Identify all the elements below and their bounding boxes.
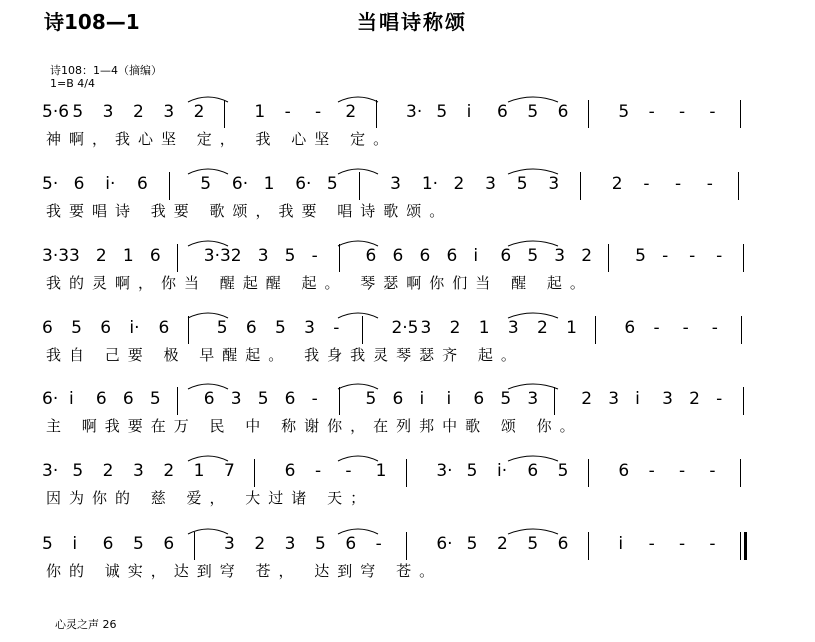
note: 5 [466, 534, 478, 554]
note: 7 [224, 461, 235, 481]
note: 5·6 [42, 102, 70, 122]
note: 5 [618, 102, 630, 122]
score-line [38, 312, 778, 384]
score-line [38, 96, 778, 168]
score-number: 诗108—1 [44, 10, 140, 34]
bar-line [224, 100, 225, 128]
note: 6 [163, 534, 175, 554]
note: - [648, 102, 655, 122]
note: 2 [193, 102, 205, 122]
note: - [315, 461, 322, 481]
note: 3 [133, 461, 144, 481]
note: 2 [611, 174, 623, 194]
note: 1 [566, 318, 577, 338]
bar-line [339, 244, 340, 272]
score-line [38, 455, 778, 527]
score-line [38, 383, 778, 455]
lyrics-text: 神啊，我心坚 定， 我 心坚 定。 [46, 130, 397, 148]
bar-line [406, 459, 407, 487]
note: i· [105, 174, 116, 194]
note: - [711, 318, 718, 338]
note: 5 [257, 389, 269, 409]
note: i· [129, 318, 140, 338]
note: 6 [158, 318, 170, 338]
bar-line [580, 172, 581, 200]
bar-line [588, 532, 589, 560]
note: 3·3 [203, 246, 231, 266]
bar-line [554, 387, 555, 415]
lyrics-row [38, 346, 778, 368]
note: 5 [326, 174, 338, 194]
lyrics-row [38, 489, 778, 511]
bar-line [177, 387, 178, 415]
note: 2 [163, 461, 175, 481]
note: 6 [446, 246, 458, 266]
scripture-reference: 诗108：1—4（摘编） [50, 64, 162, 77]
note: 3 [485, 174, 496, 194]
score-source [50, 64, 162, 90]
note: 3 [230, 389, 242, 409]
note: 6 [557, 534, 569, 554]
note: 5 [436, 102, 448, 122]
note: 6 [365, 246, 377, 266]
note: - [709, 461, 716, 481]
note: 6 [618, 461, 630, 481]
note: 6 [73, 174, 85, 194]
note: 5 [42, 534, 53, 554]
bar-line [741, 316, 742, 344]
note: 3 [420, 318, 432, 338]
note: 5 [72, 102, 84, 122]
note: 3 [304, 318, 315, 338]
note: 6 [203, 389, 215, 409]
note: - [709, 534, 716, 554]
bar-line [743, 244, 744, 272]
score-line [38, 528, 778, 600]
key-signature: 1=B 4/4 [50, 77, 95, 90]
bar-line [169, 172, 170, 200]
lyrics-text: 我的灵啊，你当 醒起醒 起。 琴瑟啊你们当 醒 起。 [46, 274, 593, 292]
note: 3 [527, 389, 539, 409]
bar-line [588, 459, 589, 487]
note: 5 [365, 389, 377, 409]
note: 2 [95, 246, 107, 266]
note: 6· [42, 389, 59, 409]
note: - [315, 102, 322, 122]
note: 3 [608, 389, 620, 409]
note: 6 [497, 102, 508, 122]
note: 6 [149, 246, 161, 266]
note: - [345, 461, 352, 481]
note: 5 [516, 174, 528, 194]
lyrics-row [38, 202, 778, 224]
lyrics-row [38, 417, 778, 439]
note: 6· [436, 534, 453, 554]
bar-line [339, 387, 340, 415]
note: 1 [263, 174, 275, 194]
note: - [375, 534, 382, 554]
bar-line [740, 100, 741, 128]
note: 5 [216, 318, 228, 338]
note: 5 [71, 318, 82, 338]
note: 1 [375, 461, 387, 481]
note: 5 [527, 534, 539, 554]
note: - [648, 534, 655, 554]
note: 6 [557, 102, 569, 122]
note: 5 [284, 246, 296, 266]
note: 5 [200, 174, 212, 194]
note: 2 [102, 461, 114, 481]
lyrics-text: 我自 己要 极 早醒起。 我身我灵琴瑟齐 起。 [46, 346, 524, 364]
note: 1 [478, 318, 490, 338]
note: 5 [315, 534, 326, 554]
note: - [648, 461, 655, 481]
note: i [618, 534, 624, 554]
note: 5 [133, 534, 144, 554]
note: 6 [122, 389, 134, 409]
note: i· [497, 461, 508, 481]
note: 6 [284, 461, 296, 481]
lyrics-row [38, 130, 778, 152]
bar-line [738, 172, 739, 200]
note: 6 [473, 389, 485, 409]
note: 6 [527, 461, 539, 481]
note: 2 [497, 534, 508, 554]
note: 6· [295, 174, 312, 194]
note: 3 [68, 246, 80, 266]
lyrics-text: 我要唱诗 我要 歌颂，我要 唱诗歌颂。 [46, 202, 453, 220]
note: 6 [95, 389, 107, 409]
note: - [706, 174, 713, 194]
note: 5 [557, 461, 569, 481]
note: i [419, 389, 425, 409]
bar-line [177, 244, 178, 272]
note: 6 [136, 174, 148, 194]
note: 5 [500, 389, 512, 409]
note: 3· [406, 102, 423, 122]
note: 5· [42, 174, 59, 194]
bar-line [608, 244, 609, 272]
slur [338, 529, 378, 534]
note: - [679, 102, 686, 122]
note: 6 [100, 318, 112, 338]
lyrics-text: 主 啊我要在万 民 中 称谢你，在列邦中歌 颂 你。 [46, 417, 583, 435]
note: 5 [72, 461, 84, 481]
note: 6· [231, 174, 249, 194]
note: 3 [163, 102, 175, 122]
final-bar-line [744, 532, 747, 560]
note: 1 [122, 246, 134, 266]
note: i [635, 389, 640, 409]
slur [338, 456, 378, 461]
note: - [653, 318, 660, 338]
note: 3·3 [42, 246, 70, 266]
note: - [311, 246, 318, 266]
note: 5 [149, 389, 161, 409]
slur [338, 97, 378, 102]
note: - [333, 318, 340, 338]
note: - [675, 174, 682, 194]
note: - [716, 246, 723, 266]
note: - [662, 246, 669, 266]
note: 3 [224, 534, 235, 554]
note: i [72, 534, 78, 554]
note: i [473, 246, 479, 266]
note: - [682, 318, 689, 338]
note: 6 [245, 318, 257, 338]
note: 2 [133, 102, 144, 122]
note: - [643, 174, 650, 194]
note: 3· [436, 461, 453, 481]
note: 2 [449, 318, 461, 338]
footer-caption: 心灵之声 26 [55, 618, 117, 631]
bar-line [740, 532, 741, 560]
note: - [284, 102, 291, 122]
note: 3 [554, 246, 566, 266]
lyrics-text: 你的 诚实，达到穹 苍， 达到穹 苍。 [46, 562, 443, 580]
bar-line [743, 387, 744, 415]
note: 2 [689, 389, 700, 409]
bar-line [194, 532, 195, 560]
note: - [311, 389, 318, 409]
note: 2 [345, 102, 357, 122]
score-line [38, 240, 778, 312]
note: - [689, 246, 696, 266]
bar-line [740, 459, 741, 487]
note: 1 [193, 461, 205, 481]
slur [338, 313, 378, 318]
note: 6 [419, 246, 431, 266]
note: - [709, 102, 716, 122]
lyrics-row [38, 562, 778, 584]
bar-line [588, 100, 589, 128]
note: 6 [392, 246, 404, 266]
bar-line [376, 100, 377, 128]
note: 6 [102, 534, 114, 554]
note: i [466, 102, 472, 122]
note: 5 [527, 102, 539, 122]
note: - [679, 461, 686, 481]
song-title: 当唱诗称颂 [357, 10, 467, 34]
note: 6 [624, 318, 636, 338]
note: 3 [507, 318, 519, 338]
lyrics-row [38, 274, 778, 296]
note: 5 [466, 461, 478, 481]
note: 5 [635, 246, 646, 266]
note: 2 [581, 389, 593, 409]
note: 1 [254, 102, 266, 122]
note: 2 [453, 174, 465, 194]
note: 3 [257, 246, 269, 266]
note: 3 [662, 389, 673, 409]
note: 2 [254, 534, 266, 554]
note: 6 [392, 389, 404, 409]
note: 3 [102, 102, 114, 122]
note: 3· [42, 461, 59, 481]
note: i [68, 389, 74, 409]
note: - [679, 534, 686, 554]
note: 2 [537, 318, 548, 338]
bar-line [359, 172, 360, 200]
lyrics-text: 因为你的 慈 爱， 大过诸 天； [46, 489, 374, 507]
note: 6 [42, 318, 53, 338]
note: - [716, 389, 723, 409]
bar-line [362, 316, 363, 344]
note: i [446, 389, 452, 409]
note: 2·5 [391, 318, 419, 338]
note: 3 [390, 174, 401, 194]
note: 6 [345, 534, 357, 554]
note: 2 [230, 246, 242, 266]
bar-line [595, 316, 596, 344]
bar-line [406, 532, 407, 560]
note: 2 [581, 246, 593, 266]
score-line [38, 168, 778, 240]
bar-line [254, 459, 255, 487]
note: 6 [500, 246, 512, 266]
note: 3 [284, 534, 296, 554]
note: 1· [421, 174, 439, 194]
note: 5 [527, 246, 539, 266]
note: 3 [548, 174, 560, 194]
bar-line [188, 316, 189, 344]
note: 5 [274, 318, 286, 338]
note: 6 [284, 389, 296, 409]
